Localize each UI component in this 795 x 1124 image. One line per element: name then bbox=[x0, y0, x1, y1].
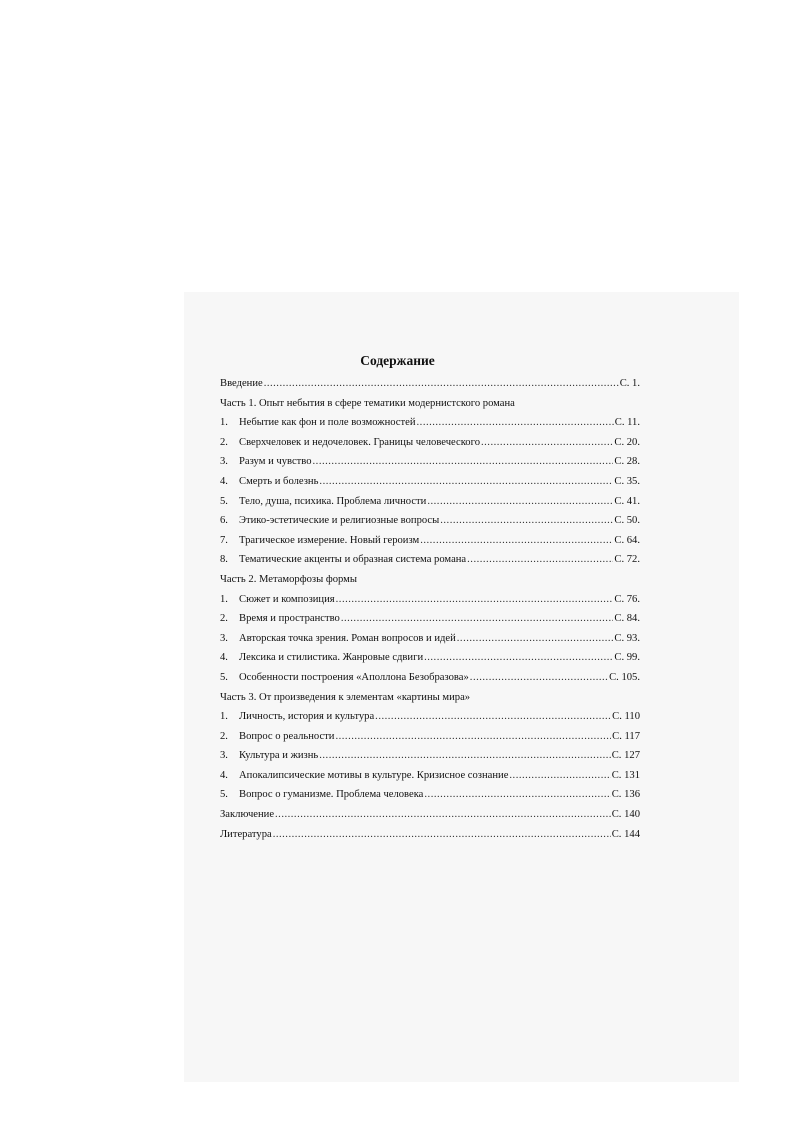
toc-entry bbox=[220, 531, 640, 551]
toc-entry bbox=[220, 629, 640, 649]
toc-entry-number: 6. bbox=[220, 515, 228, 527]
toc-entry bbox=[220, 766, 640, 786]
toc-entry-title: Сверхчеловек и недочеловек. Границы человеческого bbox=[239, 436, 480, 448]
toc-entry-page: С. 41. bbox=[614, 495, 640, 507]
toc-entry bbox=[220, 433, 640, 453]
toc-dot-leader bbox=[375, 707, 611, 727]
toc-entry-page: С. 99. bbox=[614, 652, 640, 664]
toc-entry-title: Время и пространство bbox=[239, 613, 340, 625]
toc-entry-title: Апокалипсические мотивы в культуре. Кризисное сознание bbox=[239, 769, 509, 781]
toc-entry-number: 1. bbox=[220, 593, 228, 605]
toc-dot-leader bbox=[264, 374, 619, 394]
toc-dot-leader bbox=[417, 413, 614, 433]
toc-entry-title: Лексика и стилистика. Жанровые сдвиги bbox=[239, 652, 424, 664]
toc-part-heading bbox=[220, 570, 640, 590]
toc-dot-leader bbox=[319, 472, 613, 492]
toc-entry-page: С. 1. bbox=[619, 378, 640, 389]
table-of-contents bbox=[220, 374, 640, 844]
toc-entry-number: 5. bbox=[220, 495, 228, 507]
toc-entry-page: С. 105. bbox=[609, 671, 640, 683]
toc-entry bbox=[220, 825, 640, 845]
toc-entry-title: Личность, история и культура bbox=[239, 711, 375, 723]
toc-entry bbox=[220, 727, 640, 747]
toc-entry-title: Заключение bbox=[220, 809, 275, 821]
toc-dot-leader bbox=[457, 629, 614, 649]
toc-part-heading bbox=[220, 688, 640, 708]
toc-entry bbox=[220, 590, 640, 610]
toc-entry-title: Разум и чувство bbox=[239, 456, 312, 468]
toc-dot-leader bbox=[427, 492, 613, 512]
toc-entry-page: С. 11. bbox=[614, 417, 640, 429]
toc-entry-number: 1. bbox=[220, 711, 228, 723]
toc-entry bbox=[220, 413, 640, 433]
toc-dot-leader bbox=[336, 590, 614, 610]
toc-entry-page: С. 140 bbox=[611, 809, 640, 821]
toc-dot-leader bbox=[467, 550, 613, 570]
toc-entry-title: Сюжет и композиция bbox=[239, 593, 335, 605]
toc-entry-number: 1. bbox=[220, 417, 228, 429]
toc-heading-text: Часть 2. Метаморфозы формы bbox=[220, 573, 357, 585]
toc-entry-number: 2. bbox=[220, 436, 228, 448]
toc-entry bbox=[220, 648, 640, 668]
toc-entry-number: 2. bbox=[220, 613, 228, 625]
toc-entry-page: С. 117 bbox=[612, 730, 640, 742]
toc-entry bbox=[220, 452, 640, 472]
toc-entry-number: 3. bbox=[220, 456, 228, 468]
toc-entry-title: Вопрос о реальности bbox=[239, 730, 335, 742]
toc-entry-number: 5. bbox=[220, 671, 228, 683]
toc-entry-number: 8. bbox=[220, 554, 228, 566]
toc-entry-title: Литература bbox=[220, 828, 272, 840]
toc-heading-text: Часть 3. От произведения к элементам «картины мира» bbox=[220, 691, 471, 703]
toc-dot-leader bbox=[470, 668, 608, 688]
toc-entry-page: С. 28. bbox=[614, 456, 640, 468]
toc-entry bbox=[220, 785, 640, 805]
page-title: Содержание bbox=[360, 353, 435, 368]
toc-entry-page: С. 136 bbox=[611, 789, 640, 801]
toc-entry-title: Этико-эстетические и религиозные вопросы bbox=[239, 515, 440, 527]
toc-dot-leader bbox=[313, 452, 614, 472]
toc-entry-number: 7. bbox=[220, 534, 228, 546]
toc-entry-page: С. 64. bbox=[614, 534, 640, 546]
toc-dot-leader bbox=[341, 609, 614, 629]
toc-entry-number: 4. bbox=[220, 652, 228, 664]
toc-entry-title: Небытие как фон и поле возможностей bbox=[239, 417, 416, 429]
toc-entry bbox=[220, 472, 640, 492]
toc-dot-leader bbox=[509, 766, 610, 786]
toc-entry-number: 4. bbox=[220, 475, 228, 487]
toc-entry-title: Трагическое измерение. Новый героизм bbox=[239, 534, 420, 546]
toc-entry bbox=[220, 707, 640, 727]
toc-entry-title: Смерть и болезнь bbox=[239, 475, 319, 487]
toc-entry bbox=[220, 492, 640, 512]
toc-dot-leader bbox=[424, 648, 613, 668]
toc-dot-leader bbox=[420, 531, 613, 551]
toc-entry bbox=[220, 746, 640, 766]
toc-entry-number: 2. bbox=[220, 730, 228, 742]
toc-entry-number: 3. bbox=[220, 632, 228, 644]
toc-dot-leader bbox=[424, 785, 610, 805]
toc-entry-title: Тематические акценты и образная система романа bbox=[239, 554, 467, 566]
toc-part-heading bbox=[220, 394, 640, 414]
toc-entry bbox=[220, 609, 640, 629]
toc-entry bbox=[220, 374, 640, 394]
toc-entry-title: Введение bbox=[220, 378, 263, 389]
toc-entry-title: Особенности построения «Аполлона Безобразова» bbox=[239, 671, 469, 683]
toc-entry-title: Авторская точка зрения. Роман вопросов и идей bbox=[239, 632, 456, 644]
toc-entry-number: 5. bbox=[220, 789, 228, 801]
toc-entry-page: С. 72. bbox=[614, 554, 640, 566]
toc-entry-page: С. 127 bbox=[611, 750, 640, 762]
toc-entry-title: Вопрос о гуманизме. Проблема человека bbox=[239, 789, 424, 801]
toc-entry-number: 4. bbox=[220, 769, 228, 781]
toc-entry-title: Тело, душа, психика. Проблема личности bbox=[239, 495, 427, 507]
toc-dot-leader bbox=[275, 805, 611, 825]
toc-entry-page: С. 84. bbox=[614, 613, 640, 625]
toc-dot-leader bbox=[335, 727, 611, 747]
toc-entry-page: С. 50. bbox=[614, 515, 640, 527]
toc-entry-page: С. 20. bbox=[614, 436, 640, 448]
toc-dot-leader bbox=[273, 825, 611, 845]
toc-dot-leader bbox=[481, 433, 613, 453]
toc-entry-page: С. 76. bbox=[614, 593, 640, 605]
toc-entry-title: Культура и жизнь bbox=[239, 750, 319, 762]
toc-entry-page: С. 110 bbox=[612, 711, 640, 723]
toc-dot-leader bbox=[440, 511, 613, 531]
toc-entry-page: С. 144 bbox=[611, 828, 640, 840]
toc-entry-page: С. 93. bbox=[614, 632, 640, 644]
toc-entry-number: 3. bbox=[220, 750, 228, 762]
toc-dot-leader bbox=[319, 746, 610, 766]
toc-entry-page: С. 131 bbox=[611, 769, 640, 781]
toc-entry bbox=[220, 550, 640, 570]
toc-heading-text: Часть 1. Опыт небытия в сфере тематики модернистского романа bbox=[220, 397, 515, 409]
toc-entry bbox=[220, 668, 640, 688]
toc-entry bbox=[220, 805, 640, 825]
toc-entry-page: С. 35. bbox=[614, 475, 640, 487]
toc-entry bbox=[220, 511, 640, 531]
